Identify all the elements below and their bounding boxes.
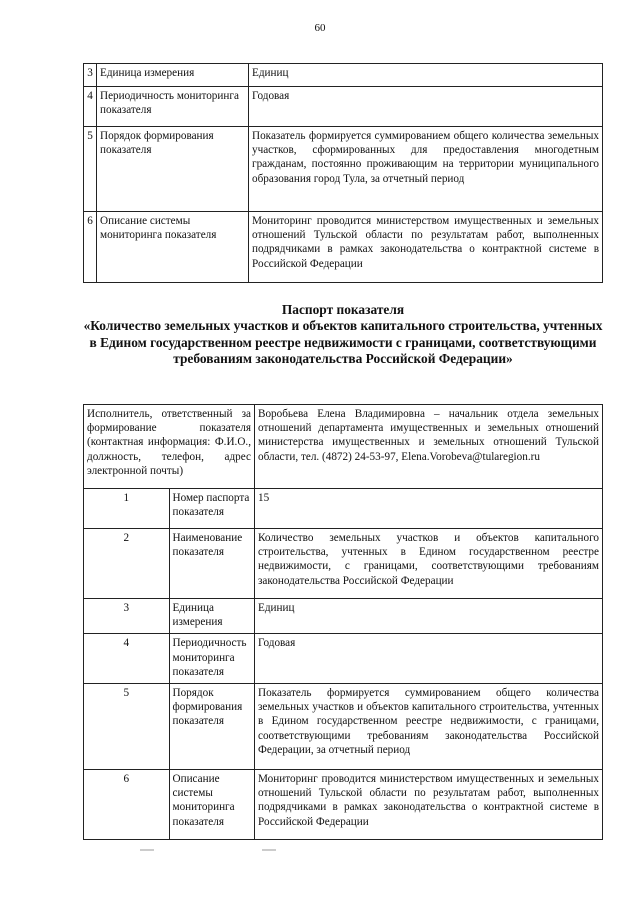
table-row: [84, 529, 603, 599]
executor-value: Воробьева Елена Владимировна – начальник отдела земельных отношений департамента имущественных и земельных отношений министерства имущественных и земельных отношений Тульской области, тел. (4872) 24-53-97, Elena.Vorobeva@tularegion.ru: [255, 405, 603, 489]
row-number: 6: [84, 770, 170, 840]
row-value: Единиц: [255, 599, 603, 634]
scan-mark: [140, 849, 154, 851]
table-row: [84, 684, 603, 770]
row-value: Количество земельных участков и объектов капитального строительства, учтенных в Едином государственном реестре недвижимости, с границами, соответствующими требованиям законодательства Российской Федерации: [255, 529, 603, 599]
indicator-table-continued: [83, 63, 603, 283]
passport-heading: [83, 302, 603, 368]
table-row: [84, 87, 603, 127]
row-label: Периодичность мониторинга показателя: [97, 87, 249, 127]
row-label: Наименование показателя: [169, 529, 255, 599]
passport-title: Паспорт показателя: [281, 302, 405, 317]
table-row: [84, 64, 603, 87]
row-value: Единиц: [249, 64, 603, 87]
row-label: Единица измерения: [97, 64, 249, 87]
row-value: 15: [255, 489, 603, 529]
row-label: Описание системы мониторинга показателя: [97, 212, 249, 283]
row-value: Мониторинг проводится министерством имущественных и земельных отношений Тульской области по результатам работ, выполненных подрядчиками в рамках законодательства о контрактной системе в Российской Федерации: [255, 770, 603, 840]
table-row: [84, 599, 603, 634]
table-row: [84, 634, 603, 684]
row-number: 3: [84, 599, 170, 634]
row-number: 3: [84, 64, 97, 87]
row-value: Мониторинг проводится министерством имущественных и земельных отношений Тульской области по результатам работ, выполненных подрядчиками в рамках законодательства о контрактной системе в Российской Федерации: [249, 212, 603, 283]
row-number: 6: [84, 212, 97, 283]
row-label: Единица измерения: [169, 599, 255, 634]
row-label: Порядок формирования показателя: [169, 684, 255, 770]
row-label: Описание системы мониторинга показателя: [169, 770, 255, 840]
row-value: Показатель формируется суммированием общего количества земельных участков, сформированных для предоставления многодетным гражданам, постоянно проживающим на территории муниципального образования город Тула, за отчетный период: [249, 127, 603, 212]
passport-table: [83, 404, 603, 840]
executor-label: Исполнитель, ответственный за формирование показателя (контактная информация: Ф.И.О., должность, телефон, адрес электронной почты): [84, 405, 255, 489]
table-row: [84, 489, 603, 529]
executor-row: [84, 405, 603, 489]
row-number: 4: [84, 634, 170, 684]
row-value: Годовая: [249, 87, 603, 127]
row-label: Номер паспорта показателя: [169, 489, 255, 529]
row-number: 5: [84, 127, 97, 212]
row-label: Периодичность мониторинга показателя: [169, 634, 255, 684]
page-number: 60: [314, 22, 326, 34]
row-number: 2: [84, 529, 170, 599]
table-row: [84, 770, 603, 840]
scan-mark: [262, 849, 276, 851]
row-value: Годовая: [255, 634, 603, 684]
passport-indicator-name: «Количество земельных участков и объектов капитального строительства, учтенных в Едином государственном реестре недвижимости с границами, соответствующими требованиям законодательства Российской Федерации»: [83, 318, 603, 367]
row-value: Показатель формируется суммированием общего количества земельных участков и объектов капитального строительства, учтенных в Едином государственном реестре недвижимости, с границами, соответствующими требованиям законодательства Российской Федерации, за отчетный период: [255, 684, 603, 770]
row-number: 1: [84, 489, 170, 529]
row-number: 5: [84, 684, 170, 770]
table-row: [84, 127, 603, 212]
table-row: [84, 212, 603, 283]
row-number: 4: [84, 87, 97, 127]
row-label: Порядок формирования показателя: [97, 127, 249, 212]
